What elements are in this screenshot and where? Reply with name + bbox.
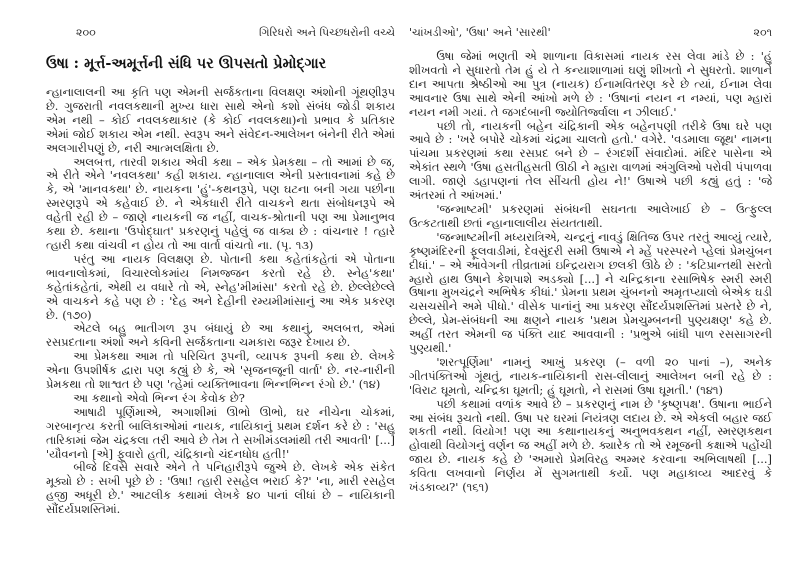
body-paragraph: આષાઢી પૂર્ણિમાએ, અગાશીમાં ઊભો ઊભો, ઘર નીચેના ચોકમાં, ગરબાનૃત્ય કરતી બાલિકાઓમાં નાયક, નાયિકાનું પ્રથમ દર્શન કરે છે : 'સહુ તારિકામાં જેમ ચંદ્રકલા તરી આવે છે તેમ તે સખીમંડલમાંથી તરી આવતી' [...] 'યૌવનનો [એ] ફુવારો હતી, ચંદ્રિકાનો ચંદનધોધ હતી!' [46, 404, 395, 461]
right-page-body [409, 50, 772, 495]
body-paragraph: બીજે દિવસે સવારે એને તે પનિહારીરૂપે જુએ છે. લેખકે એક સંકેત મૂક્યો છે : સખી પૂછે છે : 'ઉષા! ત્હારી રસહેલ ભરાઈ કે?' 'ના, મારી રસહેલ હજી અધૂરી છે.' આટલીક કથામાં લેખકે ૪૦ પાનાં લીધાં છે – નાયિકાની સૌંદર્યપ્રશસ્તિમાં. [46, 460, 395, 517]
body-paragraph: ન્હાનાલાલની આ કૃતિ પણ એમની સર્જકતાના વિલક્ષણ અંશોની ગૂંથણીરૂપ છે. ગુજરાતી નવલકથાની મુખ્ય ધારા સાથે એનો કશો સંબંધ જોડી શકાય એમ નથી – કોઈ નવલકથાકાર (કે કોઈ નવલકથા)નો પ્રભાવ કે પ્રતિકાર એમાં જોઈ શકાય એમ નથી. સ્વરૂપ અને સંવેદન-આલેખન બંનેની રીતે એમાં અલગારીપણું છે, નરી આત્મલક્ષિતા છે. [46, 85, 395, 155]
body-paragraph: આ કથાનો એવો ભિન્ન રંગ કેવોક છે? [73, 390, 245, 405]
body-paragraph: ઉષા જેમાં ભણતી એ શાળાના વિકાસમાં નાયક રસ લેવા માંડે છે : 'હું શીખવતો ને સુધારતો તેમ હું યે તે કન્યાશાળામાં ઘણું શીખતો ને સુધરતો. શાળાને દાન આપતા શ્રેષ્ઠીઓ આ પુત્ર (નાયક) ઈનામવિતરણ કરે છે ત્યાં, ઈનામ લેવા આવનાર ઉષા સાથે એની આંખો મળે છે : 'ઉષાનાં નયન ન નમ્યાં, પણ મ્હારાં નયન નમી ગયાં. તે જગદંબાની જ્યોતિર્જ્વાલા ન ઝીલાઈ.' [409, 49, 772, 119]
body-paragraph: અલબત્ત, તારવી શકાય એવી કથા – એક પ્રેમકથા – તો આમાં છે જ, એ રીતે એને 'નવલકથા' કહી શકાય. ન્હાનાલાલ એની પ્રસ્તાવનામાં કહે છે કે, એ 'માનવકથા' છે. નાયકના 'હું'-કથનરૂપે, પણ ઘટના બની ગયા પછીના સ્મરણરૂપે એ કહેવાઈ છે. ને એકધારી રીતે વાચકને થતા સંબોધનરૂપે એ વહેતી રહી છે – જાણે નાયકની જ નહીં, વાચક-શ્રોતાની પણ આ પ્રેમાનુભવ કથા છે. કથાના 'ઉપોદ્ઘાત' પ્રકરણનું પહેલું જ વાક્ય છે : વાંચનાર ! ત્હારે ત્હારી કથા વાંચવી ન હોય તો આ વાર્તા વાંચતો ના. (પૃ. ૧૩) [46, 154, 395, 252]
left-running-header [46, 26, 395, 39]
right-running-header [409, 26, 772, 39]
body-paragraph: એટલે બહુ ભાતીગળ રૂપ બંધાયું છે આ કથાનું, અલબત્ત, એમાં રસપ્રદતાના અંશો અને કવિની સર્જકતાના ચમકારા જરૂર દેખાય છે. [46, 321, 395, 350]
chapter-running-title: 'ચાંખડીઓ', 'ઉષા' અને 'સારથી' [409, 26, 551, 39]
chapter-title: ઉષા : મૂર્ત્ત-અમૂર્ત્તની સંધિ પર ઊપસતો પ્રેમોદ્ગાર [46, 55, 327, 72]
left-page-body [46, 86, 395, 517]
body-paragraph: પછી તો, નાયકની બહેન ચંદ્રિકાની એક બહેનપણી તરીકે ઉષા ઘરે પણ આવે છે : 'ખરે બપોરે ચોકમાં ચંદ્રમા ચાલતો હતો.' વગેરે. 'વડમાલા જૂથ' નામના પાંચમા પ્રકરણમાં કથા રસપ્રદ બને છે – રંગદર્શી સંવાદોમાં. મંદિર પાસેના એ એકાંત સ્થળે 'ઉષા હસતીહસતી ઊઠી ને મ્હારા વાળમાં અંગુલિઓ પરોવી પંપાળવા લાગી. જાણે ડહાપણનાં તેલ સીંચતી હોય ને!' ઉષાએ પછી કહ્યું હતું : 'જે અંતરમાં તે આંખમાં.' [409, 118, 772, 203]
book-running-title: ગિરિધરો અને પિચ્છધરોની વચ્ચે [259, 26, 395, 39]
body-paragraph: 'જન્માષ્ટમીની મધ્યરાત્રિએ, ચન્દ્રનું નાવડું ક્ષિતિજ ઉપર તરતું આવ્યું ત્યારે, કૃષ્ણમંદિરની ફૂલવાડીમાં, દેવસુંદરી સમી ઉષાએ ને મ્હેં પરસ્પરને પ્હેલાં પ્રેમચુંબન દીધાં.' – એ આવેગની તીવ્રતામાં ઇન્દ્રિયરાગ છલકી ઊઠે છે : 'કટિપ્રાન્તથી સરતો મ્હારો હાથ ઉષાને કેશપાશે અડક્યો [...] ને ચન્દ્રિકાના રસાભિષેક સ્મરી સ્મરી ઉષાના મુખચંદ્રને અભિષેક કીધાં.' પ્રેમના પ્રથમ ચુંબનનો અમૃતપ્યાલો બેએક ઘડી ચસચસીને અમે પીધો.' વીસેક પાનાંનું આ પ્રકરણ સૌંદર્યપ્રશસ્તિમાં પ્રસ્તરે છે ને, છેલ્લે, પ્રેમ-સંબંધની આ ક્ષણને નાયક 'પ્રથમ પ્રેમચુમ્બનની પુણ્યક્ષણ' કહે છે. અહીં તરત એમની જ પંક્તિ યાદ આવવાની : 'પ્રભુએ બાંધી પાળ રસસાગરની પુણ્યથી.' [409, 229, 772, 356]
right-page [400, 0, 800, 566]
body-paragraph: 'શરત્પૂર્ણિમા' નામનું આખું પ્રકરણ (– વળી ૨૦ પાનાં –), અનેક ગીતપંક્તિઓ ગૂંથતું, નાયક-નાયિકાની રાસ-લીલાનું આલેખન બની રહે છે : 'વિરાટ ઘૂમતો, ચન્દ્રિકા ઘૂમતી; હું ઘૂમતો, ને રાસમાં ઉષા ઘૂમતી.' (૧૪૧) [409, 354, 772, 397]
left-page-number: ૨૦૦ [76, 26, 96, 39]
body-paragraph: આ પ્રેમકથા આમ તો પરિચિત રૂપની, વ્યાપક રૂપની કથા છે. લેખકે એના ઉપશીર્ષક દ્વારા પણ કહ્યું છે કે, એ 'સૃજનજૂની વાર્તા' છે. નર-નારીની પ્રેમકથા તો શાશ્વત છે પણ 'ત્હેમાં વ્યક્તિભાવના ભિન્નભિન્ન રંગો છે.' (૧૪) [46, 349, 395, 392]
body-paragraph: પરંતુ આ નાયક વિલક્ષણ છે. પોતાની કથા કહેતાંકહેતાં એ પોતાના ભાવનાલોકમાં, વિચારલોકમાંય નિમજ્જન કરતો રહે છે. સ્નેહ'કથા' કહેતાંકહેતાં, એથી ય વધારે તો એ, સ્નેહ'મીમાંસા' કરતો રહે છે. છેલ્લેછેલ્લે એ વાચકને કહે પણ છે : 'દેહ અને દેહીની રમ્યમીમાંસાનું આ એક પ્રકરણ છે. (૧૭૦) [46, 251, 395, 322]
body-paragraph: 'જન્માષ્ટમી' પ્રકરણમાં સંબંધની સઘનતા આલેખાઈ છે – ઉત્ફુલ્લ ઉત્કટતાથી છતાં ન્હાનાલાલીય સંયતતાથી. [409, 201, 772, 230]
body-paragraph: પછી કથામાં વળાંક આવે છે – પ્રકરણનું નામ છે 'કૃષ્ણપક્ષ'. ઉષાના ભાઈને આ સંબંધ રૂચતો નથી. ઉષા પર ઘરમાં નિયંત્રણ લદાય છે. એ એકલી બહાર જઈ શકતી નથી. વિયોગ! પણ આ કથાનાયકનું અનુભવકથન નહીં, સ્મરણકથન હોવાથી વિયોગનું વર્ણન જ અહીં મળે છે. ક્યારેક તો એ રમૂજની કક્ષાએ પહોંચી જાય છે. નાયક કહે છે 'અમારો પ્રેમવિરહ અમ્મર કરવાના અભિલાષથી [...] કવિતા લખવાનો નિર્ણય મેં સુગમતાથી કર્યો. પણ મહાકાવ્ય આદરવું કે ખંડકાવ્ય?' (૧૬૧) [409, 396, 772, 495]
right-page-number: ૨૦૧ [753, 26, 772, 39]
